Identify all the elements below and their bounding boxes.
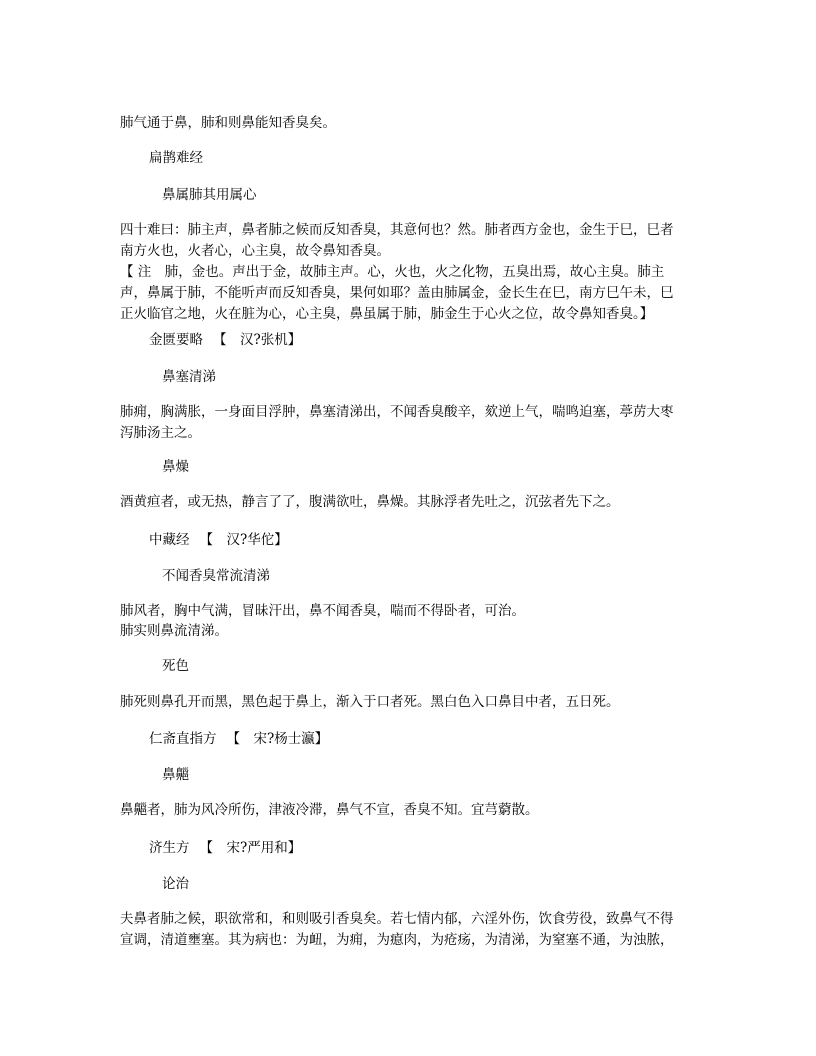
paragraph-biwei bbox=[120, 800, 698, 821]
subheading-buwen bbox=[162, 566, 740, 587]
book-author: 【 宋?杨士瀛】 bbox=[226, 731, 329, 747]
book-author: 【 汉?华佗】 bbox=[199, 532, 288, 548]
subheading-bizao bbox=[162, 457, 740, 478]
text-line: 鼻齆者，肺为风冷所伤，津液冷滞，鼻气不宣，香臭不知。宜芎藭散。 bbox=[120, 802, 539, 818]
text-line: 酒黄疸者，或无热，静言了了，腹满欲吐，鼻燥。其脉浮者先吐之，沉弦者先下之。 bbox=[120, 494, 620, 510]
subheading-bisai bbox=[162, 367, 740, 388]
annotation-line: 【 注 肺，金也。声出于金，故肺主声。心，火也，火之化物，五臭出焉，故心主臭。肺主 bbox=[120, 264, 665, 280]
text-line: 宣调，清道壅塞。其为病也：为衄，为痈，为瘜肉，为疮疡，为清涕，为窒塞不通，为浊脓， bbox=[120, 932, 674, 948]
text-line: 南方火也，火者心，心主臭，故令鼻知香臭。 bbox=[120, 243, 390, 259]
text-line: 肺风者，胸中气满，冒昧汗出，鼻不闻香臭，喘而不得卧者，可治。 bbox=[120, 603, 525, 619]
subheading-bishu bbox=[162, 185, 740, 206]
text-line: 肺气通于鼻，肺和则鼻能知香臭矣。 bbox=[120, 115, 336, 131]
subheading-biwei bbox=[162, 765, 740, 786]
section-title: 不闻香臭常流清涕 bbox=[162, 568, 270, 584]
heading-bianque-nanjing bbox=[149, 148, 727, 169]
text-line: 夫鼻者肺之候，职欲常和，和则吸引香臭矣。若七情内郁，六淫外伤，饮食劳役，致鼻气不得 bbox=[120, 911, 674, 927]
book-title: 中藏经 bbox=[149, 532, 190, 548]
text-line: 四十难曰：肺主声，鼻者肺之候而反知香臭，其意何也？然。肺者西方金也，金生于巳，巳者 bbox=[120, 222, 674, 238]
book-title: 扁鹊难经 bbox=[149, 150, 203, 166]
subheading-lunzhi bbox=[162, 874, 740, 895]
section-title: 论治 bbox=[162, 876, 189, 892]
paragraph-sishinan bbox=[120, 220, 698, 325]
annotation-line: 声，鼻属于肺，不能听声而反知香臭，果何如耶？盖由肺属金，金长生在巳，南方巳午未，巳 bbox=[120, 285, 674, 301]
heading-renzhai-zhizhifang bbox=[149, 729, 727, 750]
book-author: 【 汉?张机】 bbox=[213, 332, 302, 348]
heading-zhongzangjing bbox=[149, 530, 727, 551]
paragraph-feifeng bbox=[120, 601, 698, 641]
section-title: 死色 bbox=[162, 658, 189, 674]
text-line: 肺痈，胸满胀，一身面目浮肿，鼻塞清涕出，不闻香臭酸辛，欬逆上气，喘鸣迫塞，葶苈大枣 bbox=[120, 404, 674, 420]
book-title: 仁斋直指方 bbox=[149, 731, 217, 747]
book-title: 金匮要略 bbox=[149, 332, 203, 348]
paragraph-feisi bbox=[120, 692, 698, 713]
annotation-line: 正火临官之地，火在脏为心，心主臭，鼻虽属于肺，肺金生于心火之位，故令鼻知香臭。】 bbox=[120, 306, 654, 322]
book-title: 济生方 bbox=[149, 840, 190, 856]
heading-jishengfang bbox=[149, 838, 727, 859]
paragraph-jiuhuangdan bbox=[120, 492, 698, 513]
text-line: 泻肺汤主之。 bbox=[120, 425, 201, 441]
section-title: 鼻属肺其用属心 bbox=[162, 187, 257, 203]
text-line: 肺实则鼻流清涕。 bbox=[120, 623, 228, 639]
text-line: 肺死则鼻孔开而黑，黑色起于鼻上，渐入于口者死。黑白色入口鼻目中者，五日死。 bbox=[120, 694, 620, 710]
paragraph-intro bbox=[120, 113, 698, 134]
section-title: 鼻塞清涕 bbox=[162, 369, 216, 385]
section-title: 鼻燥 bbox=[162, 459, 189, 475]
section-title: 鼻齆 bbox=[162, 767, 189, 783]
paragraph-feiyong bbox=[120, 402, 698, 444]
heading-jingui-yaolue bbox=[149, 330, 727, 351]
subheading-sise bbox=[162, 656, 740, 677]
paragraph-lunzhi bbox=[120, 909, 698, 951]
book-author: 【 宋?严用和】 bbox=[199, 840, 302, 856]
